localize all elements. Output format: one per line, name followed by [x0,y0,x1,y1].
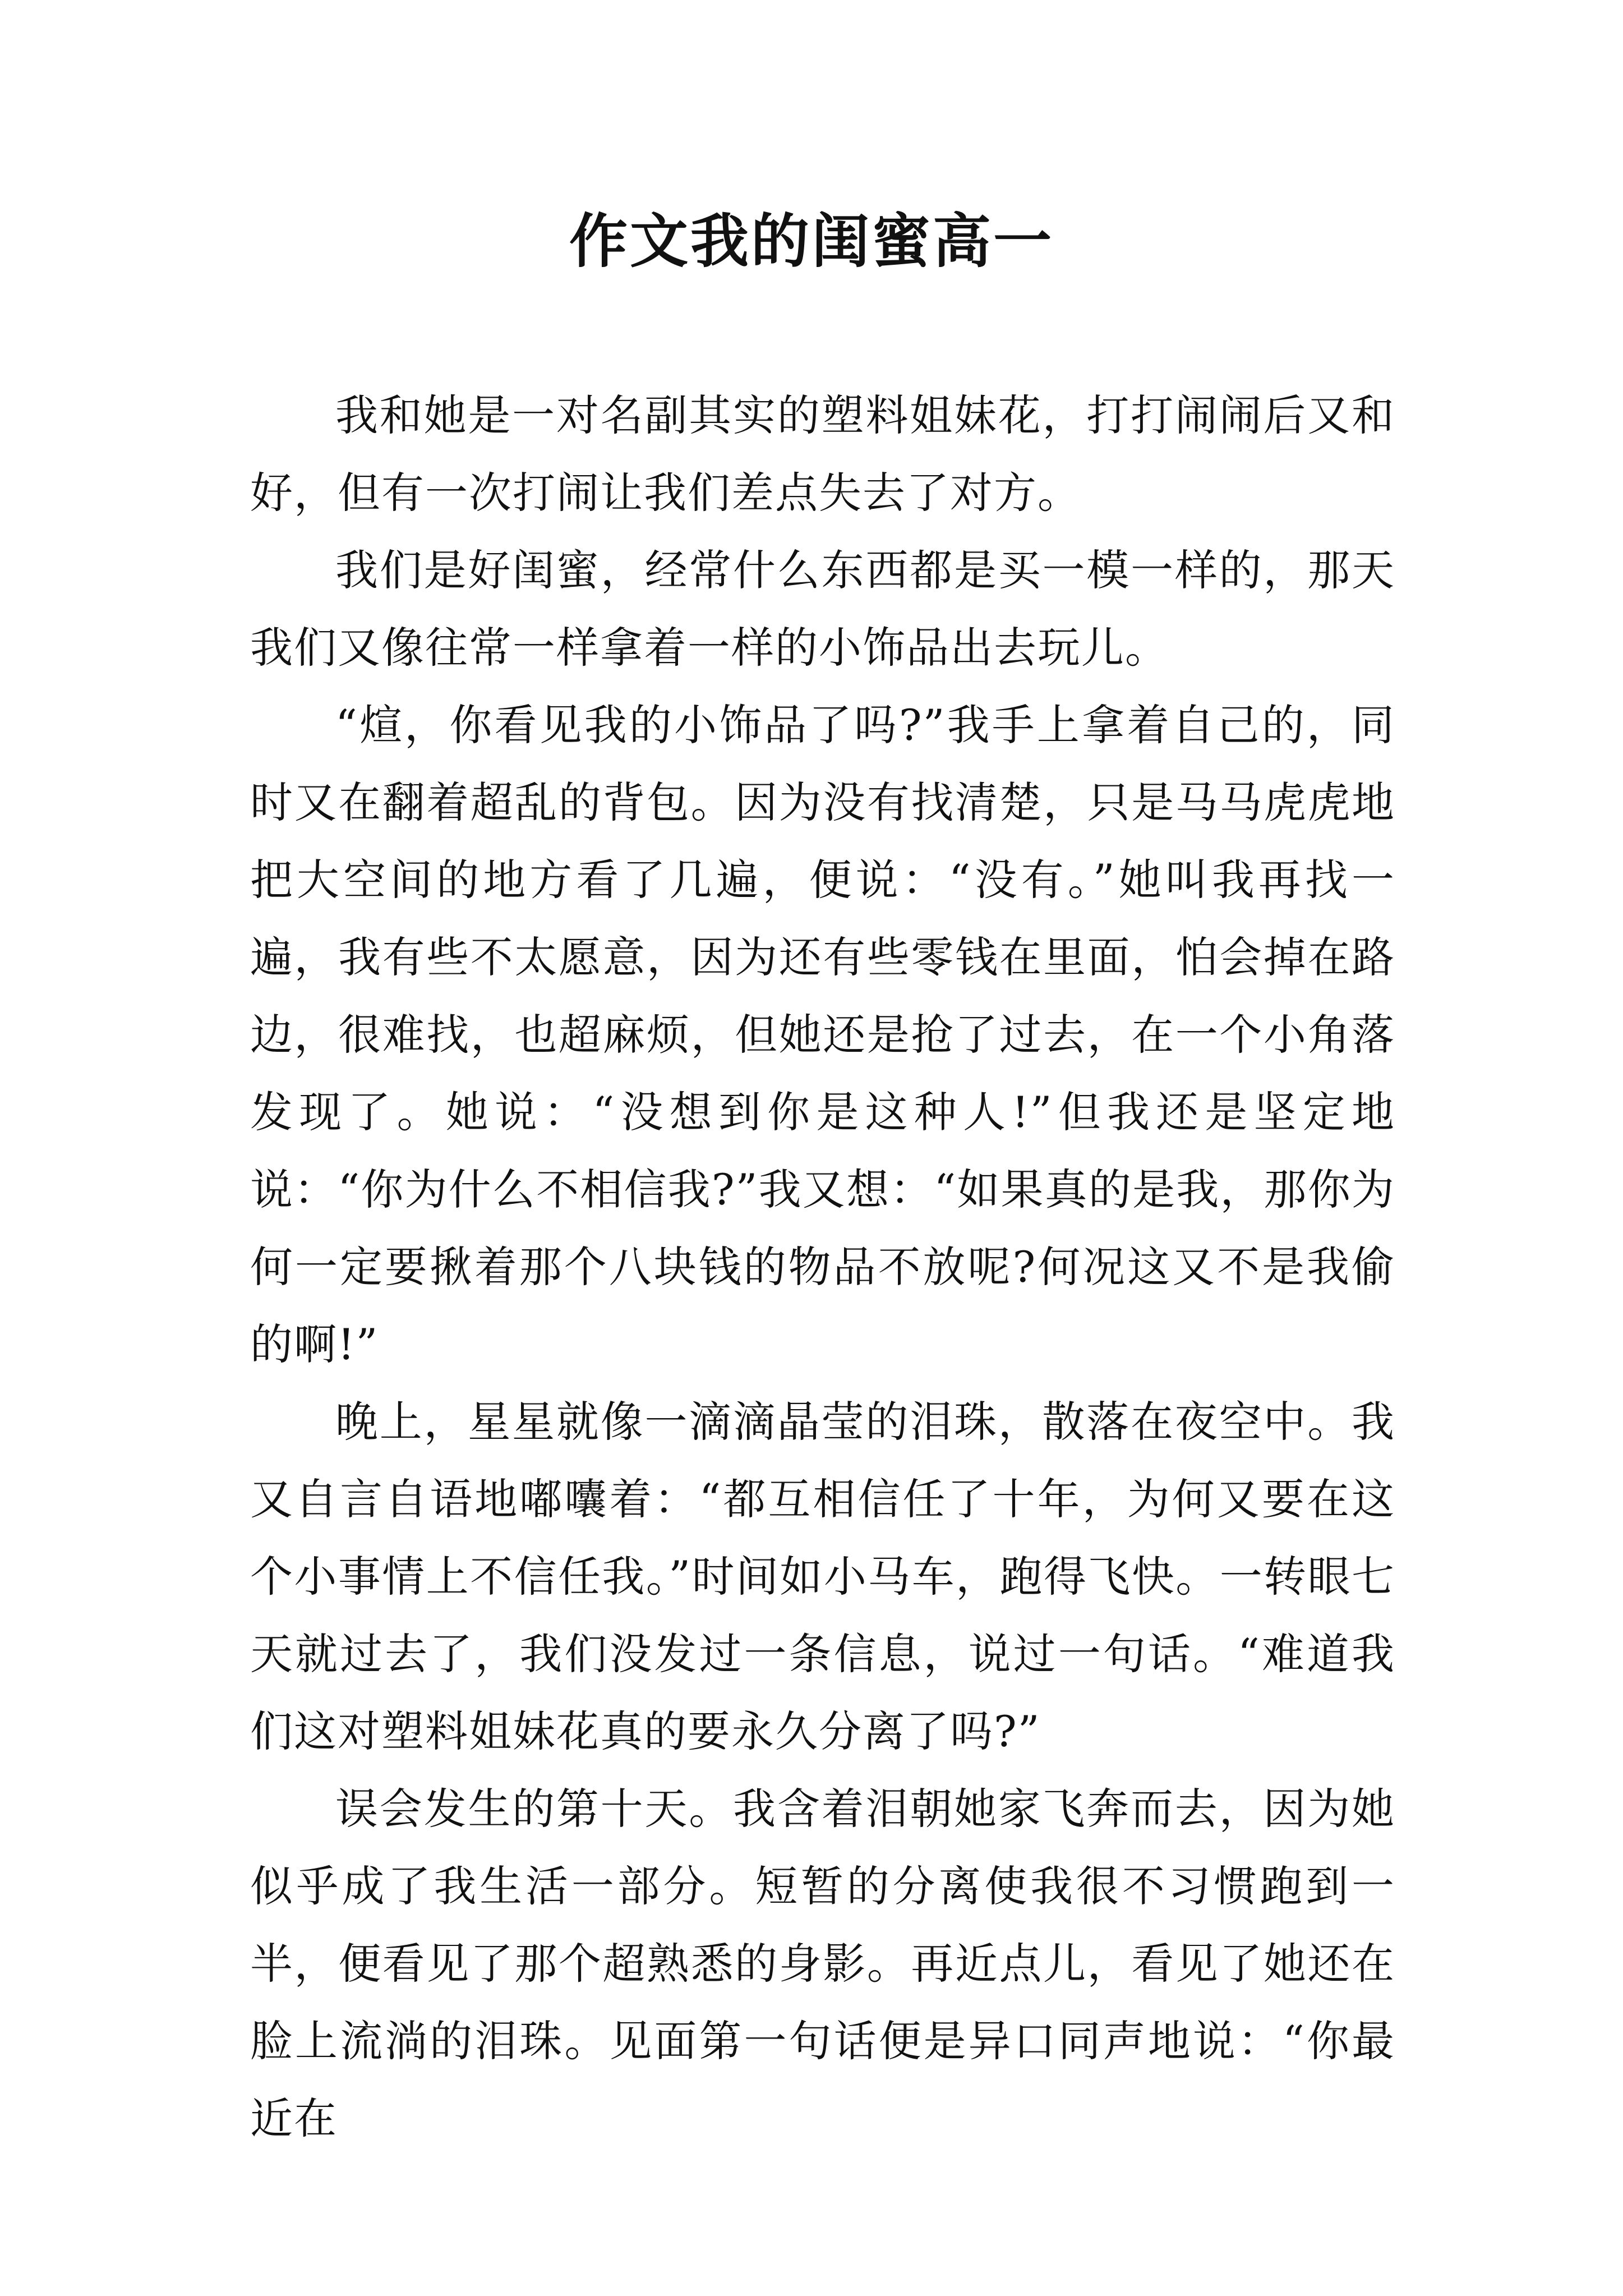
document-body [250,377,1395,2157]
document-title: 作文我的闺蜜高一 [569,206,1054,275]
paragraph-2: 我们是好闺蜜，经常什么东西都是买一模一样的，那天我们又像往常一样拿着一样的小饰品出去玩儿。 [250,545,1395,673]
paragraph-5: 误会发生的第十天。我含着泪朝她家飞奔而去，因为她似乎成了我生活一部分。短暂的分离使我很不习惯跑到一半，便看见了那个超熟悉的身影。再近点儿，看见了她还在脸上流淌的泪珠。见面第一句话便是异口同声地说：“你最近在 [250,1784,1395,2143]
paragraph-1: 我和她是一对名副其实的塑料姐妹花，打打闹闹后又和好，但有一次打闹让我们差点失去了对方。 [250,390,1395,518]
paragraph-4: 晚上，星星就像一滴滴晶莹的泪珠，散落在夜空中。我又自言自语地嘟囔着：“都互相信任了十年，为何又要在这个小事情上不信任我。”时间如小马车，跑得飞快。一转眼七天就过去了，我们没发过一条信息，说过一句话。“难道我们这对塑料姐妹花真的要永久分离了吗?” [250,1397,1395,1756]
paragraph-3: “煊，你看见我的小饰品了吗?”我手上拿着自己的，同时又在翻着超乱的背包。因为没有找清楚，只是马马虎虎地把大空间的地方看了几遍，便说：“没有。”她叫我再找一遍，我有些不太愿意，因为还有些零钱在里面，怕会掉在路边，很难找，也超麻烦，但她还是抢了过去，在一个小角落发现了。她说：“没想到你是这种人!”但我还是坚定地说：“你为什么不相信我?”我又想：“如果真的是我，那你为何一定要揪着那个八块钱的物品不放呢?何况这又不是我偷的啊!” [250,700,1395,1369]
